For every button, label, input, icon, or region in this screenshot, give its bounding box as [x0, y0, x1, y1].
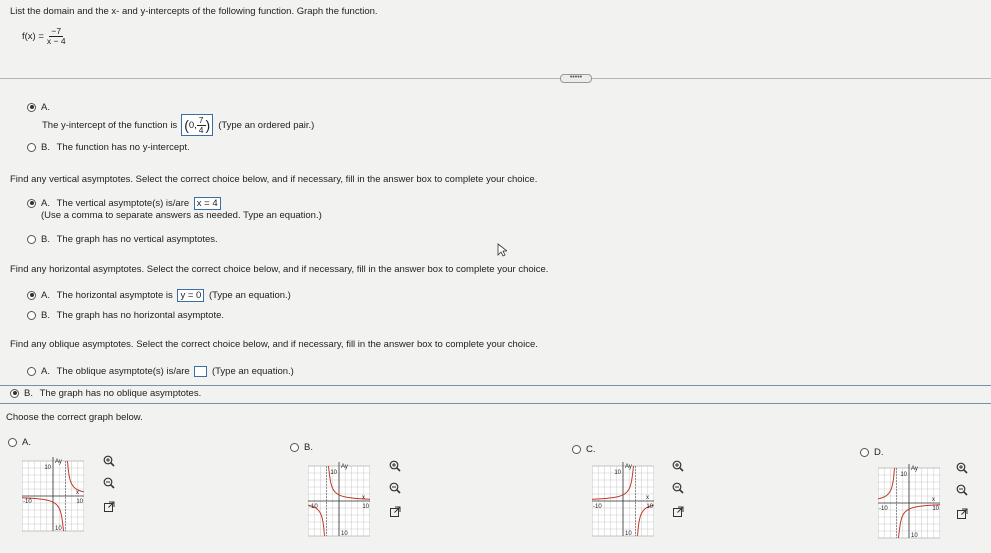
option-text: The function has no y-intercept.	[56, 142, 190, 153]
option-suffix: (Type an equation.)	[211, 366, 294, 378]
graph-thumbnail-b[interactable]	[308, 460, 370, 540]
graph-option-b[interactable]	[290, 442, 313, 453]
vertical-option-a[interactable]	[27, 197, 223, 210]
y-axis-label: Ay	[341, 464, 348, 470]
function-denominator: x − 4	[46, 36, 66, 46]
question-instruction: List the domain and the x- and y-intercepts of the following function. Graph the function.	[10, 6, 378, 17]
radio-icon[interactable]	[860, 448, 869, 457]
y-tick-top: 10	[44, 465, 51, 471]
x-tick-left: -10	[593, 504, 602, 510]
radio-icon[interactable]	[572, 445, 581, 454]
vertical-option-b[interactable]	[27, 234, 218, 245]
oblique-option-a[interactable]	[27, 366, 294, 377]
y-tick-bottom: 10	[625, 531, 632, 537]
y-tick-bottom: 10	[911, 533, 918, 539]
x-axis-label: x	[362, 495, 365, 501]
x-tick-left: -10	[879, 506, 888, 512]
horizontal-option-a[interactable]	[27, 289, 291, 302]
graph-thumbnail-a[interactable]	[22, 455, 84, 535]
horizontal-option-b[interactable]	[27, 310, 224, 321]
zoom-out-icon[interactable]	[103, 477, 115, 489]
option-letter: B.	[41, 234, 50, 245]
option-suffix: (Type an ordered pair.)	[218, 119, 315, 131]
option-letter: A.	[41, 102, 50, 113]
answer-numerator: 7	[198, 114, 204, 125]
option-text: The graph has no oblique asymptotes.	[39, 388, 202, 399]
x-tick-right: 10	[932, 506, 939, 512]
x-tick-right: 10	[362, 504, 369, 510]
option-letter: B.	[24, 388, 33, 399]
graph-thumbnail-c[interactable]	[592, 460, 654, 540]
option-letter: B.	[41, 310, 50, 321]
option-letter: B.	[41, 142, 50, 153]
graph-option-c[interactable]	[572, 444, 596, 455]
option-suffix: (Type an equation.)	[208, 290, 291, 301]
y-intercept-option-a-content	[42, 114, 314, 136]
oblique-option-b[interactable]	[10, 388, 201, 399]
function-expression	[22, 27, 66, 46]
option-letter: A.	[22, 437, 31, 448]
radio-icon[interactable]	[27, 311, 36, 320]
answer-fraction	[197, 116, 206, 135]
function-lhs: f(x) =	[22, 31, 44, 42]
y-intercept-option-a[interactable]	[27, 102, 50, 113]
option-letter: C.	[586, 444, 596, 455]
divider	[0, 78, 991, 79]
y-tick-bottom: 10	[341, 531, 348, 537]
answer-x: 0,	[188, 119, 197, 131]
paren-open: (	[184, 116, 189, 133]
open-window-icon[interactable]	[672, 506, 684, 518]
expand-more-button[interactable]: •••••	[560, 74, 592, 83]
option-text: The horizontal asymptote is	[56, 290, 173, 301]
zoom-out-icon[interactable]	[389, 482, 401, 494]
y-tick-top: 10	[330, 470, 337, 476]
radio-icon[interactable]	[27, 367, 36, 376]
option-letter: B.	[304, 442, 313, 453]
radio-icon[interactable]	[27, 143, 36, 152]
zoom-out-icon[interactable]	[956, 484, 968, 496]
option-text: The graph has no vertical asymptotes.	[56, 234, 218, 245]
option-letter: A.	[41, 198, 50, 209]
graph-prompt: Choose the correct graph below.	[6, 412, 143, 423]
option-text: The y-intercept of the function is	[42, 119, 178, 131]
option-letter: A.	[41, 290, 50, 301]
horizontal-answer-box[interactable]: y = 0	[177, 289, 204, 302]
x-tick-right: 10	[76, 499, 83, 505]
radio-selected-icon[interactable]	[10, 389, 19, 398]
oblique-prompt: Find any oblique asymptotes. Select the correct choice below, and if necessary, fill in the answer box to complete your choice.	[10, 339, 538, 350]
y-intercept-option-b[interactable]	[27, 142, 190, 153]
open-window-icon[interactable]	[389, 506, 401, 518]
x-axis-label: x	[932, 497, 935, 503]
zoom-in-icon[interactable]	[389, 460, 401, 472]
option-text: The oblique asymptote(s) is/are	[56, 366, 190, 378]
graph-option-a[interactable]	[8, 437, 31, 448]
y-tick-bottom: 10	[55, 526, 62, 532]
option-letter: A.	[41, 366, 50, 378]
y-tick-top: 10	[614, 470, 621, 476]
y-intercept-answer-box[interactable]	[181, 114, 213, 136]
y-tick-top: 10	[900, 472, 907, 478]
zoom-in-icon[interactable]	[672, 460, 684, 472]
option-letter: D.	[874, 447, 884, 458]
y-axis-label: Ay	[625, 464, 632, 470]
open-window-icon[interactable]	[956, 508, 968, 520]
y-axis-label: Ay	[911, 466, 918, 472]
paren-close: )	[205, 116, 211, 133]
option-text: The graph has no horizontal asymptote.	[56, 310, 225, 321]
graph-option-d[interactable]	[860, 447, 884, 458]
radio-icon[interactable]	[290, 443, 299, 452]
open-window-icon[interactable]	[103, 501, 115, 513]
zoom-in-icon[interactable]	[103, 455, 115, 467]
x-tick-left: -10	[309, 504, 318, 510]
function-numerator: −7	[51, 26, 62, 36]
mouse-cursor-icon	[497, 243, 507, 257]
radio-icon[interactable]	[27, 235, 36, 244]
x-axis-label: x	[76, 490, 79, 496]
radio-selected-icon[interactable]	[27, 291, 36, 300]
vertical-option-a-note: (Use a comma to separate answers as needed. Type an equation.)	[41, 210, 322, 221]
option-text: The vertical asymptote(s) is/are	[56, 198, 190, 209]
zoom-out-icon[interactable]	[672, 482, 684, 494]
x-tick-left: -10	[23, 499, 32, 505]
function-fraction	[47, 27, 66, 46]
y-axis-label: Ay	[55, 459, 62, 465]
answer-denominator: 4	[198, 124, 204, 135]
graph-thumbnail-d[interactable]	[878, 462, 940, 542]
oblique-answer-box[interactable]	[194, 366, 207, 377]
radio-selected-icon[interactable]	[27, 199, 36, 208]
x-axis-label: x	[646, 495, 649, 501]
zoom-in-icon[interactable]	[956, 462, 968, 474]
x-tick-right: 10	[646, 504, 653, 510]
vertical-prompt: Find any vertical asymptotes. Select the correct choice below, and if necessary, fill in the answer box to complete your choice.	[10, 174, 538, 185]
radio-icon[interactable]	[8, 438, 17, 447]
horizontal-prompt: Find any horizontal asymptotes. Select the correct choice below, and if necessary, fill in the answer box to complete your choice.	[10, 264, 549, 275]
vertical-answer-box[interactable]: x = 4	[194, 197, 221, 210]
radio-selected-icon[interactable]	[27, 103, 36, 112]
